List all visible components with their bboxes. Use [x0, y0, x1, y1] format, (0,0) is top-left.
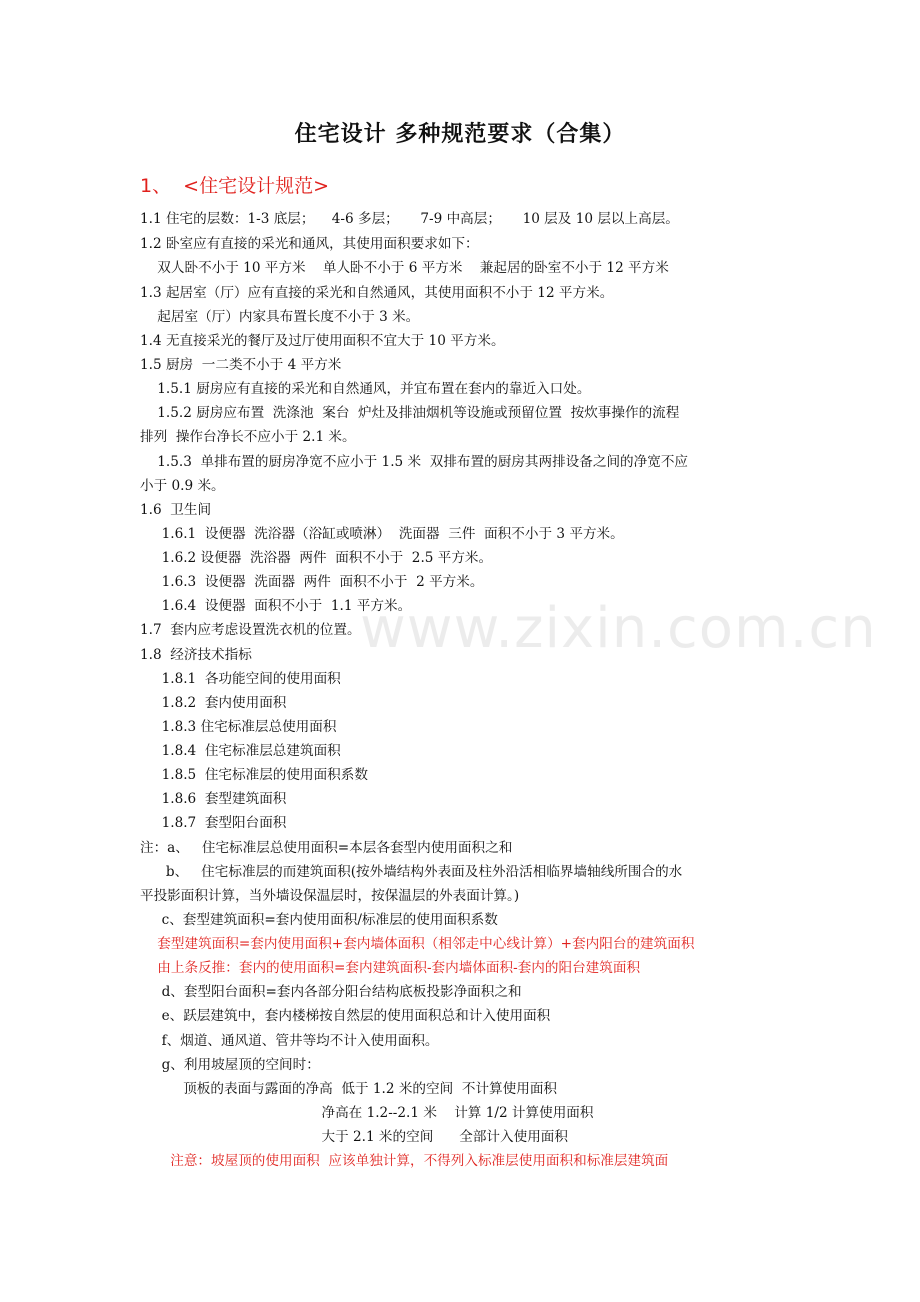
highlighted-line: 由上条反推：套内的使用面积=套内建筑面积-套内墙体面积-套内的阳台建筑面积 — [140, 960, 641, 976]
text-line: 1.5.3 单排布置的厨房净宽不应小于 1.5 米 双排布置的厨房其两排设备之间的净宽不应 — [140, 454, 689, 470]
text-line: 排列 操作台净长不应小于 2.1 米。 — [140, 429, 356, 445]
text-line: 1.3 起居室（厅）应有直接的采光和自然通风，其使用面积不小于 12 平方米。 — [140, 285, 614, 301]
text-line: 平投影面积计算，当外墙设保温层时，按保温层的外表面计算。) — [140, 888, 520, 904]
text-line: 顶板的表面与露面的净高 低于 1.2 米的空间 不计算使用面积 — [140, 1081, 558, 1097]
text-line: 1.6.3 设便器 洗面器 两件 面积不小于 2 平方米。 — [140, 574, 484, 590]
text-line: 双人卧不小于 10 平方米 单人卧不小于 6 平方米 兼起居的卧室不小于 12 平方米 — [140, 260, 669, 276]
text-line: 1.8.4 住宅标准层总建筑面积 — [140, 743, 341, 759]
text-line: 1.6 卫生间 — [140, 502, 212, 518]
document-title: 住宅设计 多种规范要求（合集） — [294, 122, 626, 147]
text-line: d、套型阳台面积=套内各部分阳台结构底板投影净面积之和 — [140, 984, 522, 1000]
text-line: c、套型建筑面积=套内使用面积/标准层的使用面积系数 — [140, 912, 498, 928]
text-line: b、 住宅标准层的而建筑面积(按外墙结构外表面及柱外沿活相临界墙轴线所围合的水 — [140, 864, 683, 880]
text-line: 1.8.5 住宅标准层的使用面积系数 — [140, 767, 368, 783]
text-line: g、利用坡屋顶的空间时： — [140, 1057, 320, 1073]
text-line: 1.8.3 住宅标准层总使用面积 — [140, 719, 337, 735]
text-line: 1.5 厨房 一二类不小于 4 平方米 — [140, 357, 342, 373]
text-line: 1.2 卧室应有直接的采光和通风，其使用面积要求如下： — [140, 236, 479, 252]
text-line: f、烟道、通风道、管井等均不计入使用面积。 — [140, 1033, 439, 1049]
text-line: 1.6.4 设便器 面积不小于 1.1 平方米。 — [140, 598, 412, 614]
section-heading: 1、 <住宅设计规范> — [140, 175, 330, 197]
text-line: e、跃层建筑中，套内楼梯按自然层的使用面积总和计入使用面积 — [140, 1008, 551, 1024]
text-line: 注：a、 住宅标准层总使用面积=本层各套型内使用面积之和 — [140, 840, 513, 856]
text-line: 大于 2.1 米的空间 全部计入使用面积 — [140, 1129, 568, 1145]
text-line: 小于 0.9 米。 — [140, 478, 225, 494]
text-line: 1.4 无直接采光的餐厅及过厅使用面积不宜大于 10 平方米。 — [140, 333, 505, 349]
text-line: 1.8.2 套内使用面积 — [140, 695, 287, 711]
text-line: 起居室（厅）内家具布置长度不小于 3 米。 — [140, 309, 420, 325]
highlighted-line: 注意：坡屋顶的使用面积 应该单独计算，不得列入标准层使用面积和标准层建筑面 — [140, 1153, 669, 1169]
text-line: 1.5.1 厨房应有直接的采光和自然通风，并宜布置在套内的靠近入口处。 — [140, 381, 591, 397]
text-line: 1.8.6 套型建筑面积 — [140, 791, 287, 807]
text-line: 1.8.7 套型阳台面积 — [140, 815, 287, 831]
text-line: 1.5.2 厨房应布置 洗涤池 案台 炉灶及排油烟机等设施或预留位置 按炊事操作的流程 — [140, 405, 680, 421]
text-line: 1.1 住宅的层数：1-3 底层； 4-6 多层； 7-9 中高层； 10 层及 10 层以上高层。 — [140, 211, 679, 227]
text-line: 净高在 1.2--2.1 米 计算 1/2 计算使用面积 — [140, 1105, 594, 1121]
watermark: www.zixin.com.cn — [360, 596, 877, 661]
text-line: 1.6.2 设便器 洗浴器 两件 面积不小于 2.5 平方米。 — [140, 550, 493, 566]
text-line: 1.8.1 各功能空间的使用面积 — [140, 671, 341, 687]
highlighted-line: 套型建筑面积=套内使用面积+套内墙体面积（相邻走中心线计算）+套内阳台的建筑面积 — [140, 936, 695, 952]
text-line: 1.6.1 设便器 洗浴器（浴缸或喷淋） 洗面器 三件 面积不小于 3 平方米。 — [140, 526, 624, 542]
text-line: 1.8 经济技术指标 — [140, 647, 252, 663]
text-line: 1.7 套内应考虑设置洗衣机的位置。 — [140, 622, 361, 638]
